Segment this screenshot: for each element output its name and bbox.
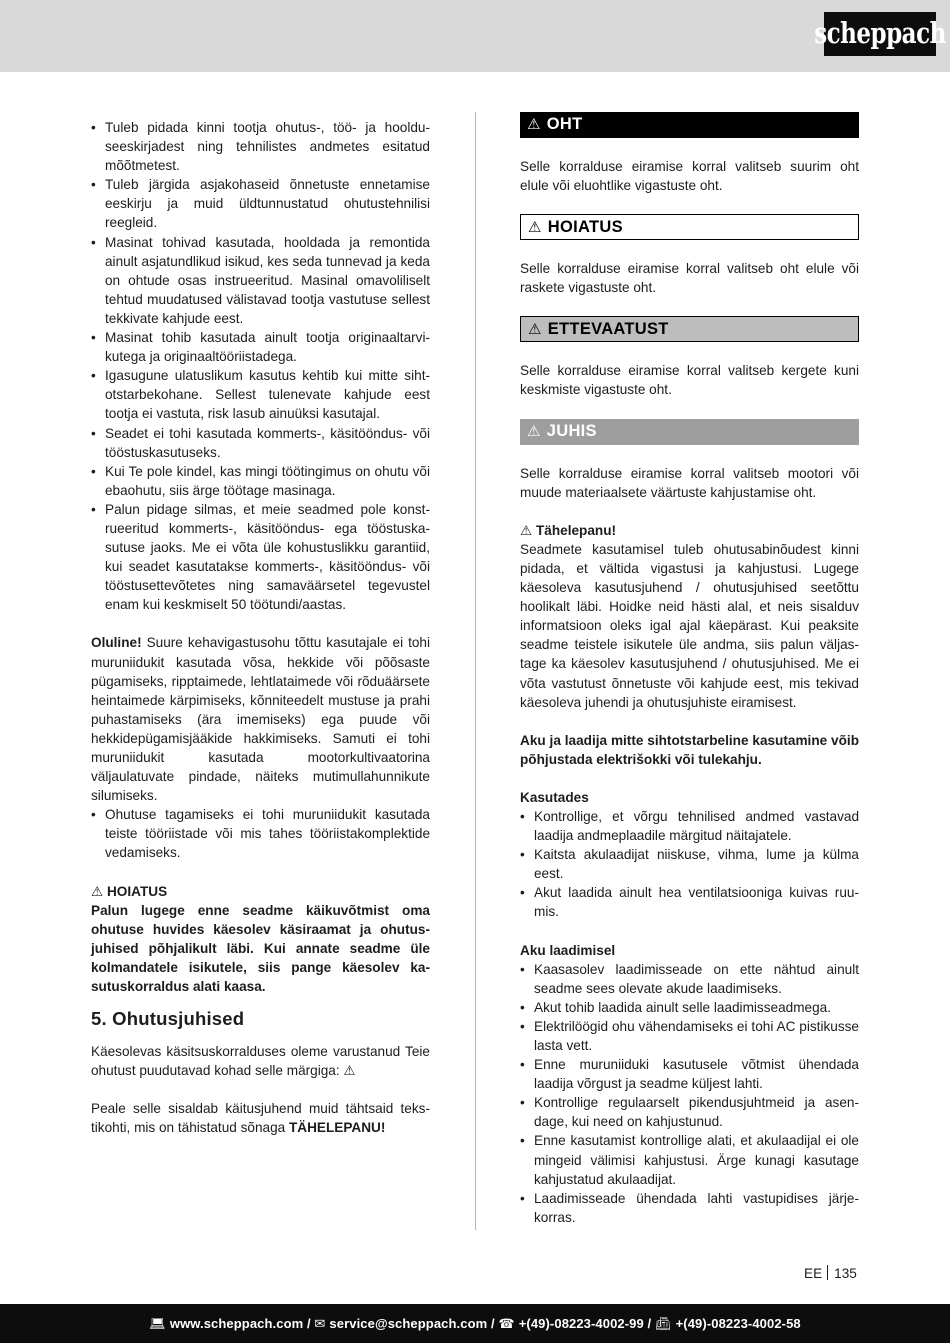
column-divider (475, 112, 476, 1230)
attention-heading: ⚠ Tähelepanu! (520, 522, 617, 538)
list-item: • Tuleb pidada kinni tootja ohutus-, töö- ja hoolduseeskirjadest ning tehnilistes andmetes esitatud mõõtmetest. (91, 118, 430, 175)
warning-icon: ⚠ (528, 320, 542, 338)
warning-icon: ⚠ (520, 522, 533, 538)
phone-icon: ☎︎ (498, 1315, 515, 1331)
list-item: • Masinat tohivad kasutada, hooldada ja remontida ainult asjatundlikud isikud, kes seda tunnevad ja keda on ohtude osas instrueeritud. Masinal omavoliliselt tehtud muudatused välistavad tootja vastutuse sellest tekkivate kahjude eest. (91, 233, 430, 328)
notice-box: ⚠ JUHIS (520, 419, 859, 445)
warning-icon: ⚠ (91, 883, 104, 899)
charging-heading: Aku laadimisel (520, 942, 616, 958)
list-item: • Igasugune ulatuslikum kasutus kehtib kui mitte sihtotstarbekohane. Sellest tulenevate kahjude eest tootja ei vastuta, risk lasub ainuüksi kasutajal. (91, 366, 430, 423)
envelope-icon: ✉︎ (314, 1315, 326, 1331)
warning-heading: ⚠ HOIATUS (91, 883, 168, 899)
warning-box-text: Selle korralduse eiramise korral valitseb oht elule või raskete vigastuste oht. (520, 261, 859, 296)
attention-text: Seadmete kasutamisel tuleb ohutusabinõudest kinni pidada, et vältida vigastusi ja kahjustusi. Lugege käesoleva kasutusjuhend / ohutusjuhised seetõttu hoolikalt läbi. Hoidke neid hästi alal, et neis sisalduv informatsioon oleks igal ajal käepärast. Kui peaksite seadme teistele isikutele üle andma, siis palun väljastage ka käesolev kasutusjuhend / ohutusjuhised. Me ei võta vastutust õnnetuste või kahjude eest, mis tekivad käesoleva juhendi ja ohutusjuhiste eiramisest. (520, 541, 859, 710)
list-item: • Kui Te pole kindel, kas mingi töötingimus on ohutu või ebaohutu, siis ärge töötage masinaga. (91, 462, 430, 500)
list-item: • Kaitsta akulaadijat niiskuse, vihma, lume ja külma eest. (520, 845, 859, 883)
caution-box: ⚠ ETTEVAATUST (520, 316, 859, 342)
warning-text: Palun lugege enne seadme käikuvõtmist oma ohutuse huvides käesolev käsiraamat ja ohutusjuhised põhjalikult läbi. Kui annate seadme üle kolmandatele isikutele, siis pange käesolev kasutuskorraldus alati kaasa. (91, 902, 430, 995)
warning-icon: ⚠ (528, 218, 542, 236)
list-item: • Laadimisseade ühendada lahti vastupidises järjekorras. (520, 1189, 859, 1227)
caution-text: Selle korralduse eiramise korral valitseb kergete kuni keskmiste vigastuste oht. (520, 363, 859, 398)
warning-box: ⚠ HOIATUS (520, 214, 859, 240)
warning-icon: ⚠ (527, 116, 541, 134)
list-item: • Tuleb järgida asjakohaseid õnnetuste ennetamise eeskirju ja muid üldtunnustatud ohutustehnilisi reegleid. (91, 175, 430, 232)
list-item: • Elektrilöögid ohu vähendamiseks ei tohi AC pistikusse lasta vett. (520, 1017, 859, 1055)
danger-text: Selle korralduse eiramise korral valitseb suurim oht elule või eluohtlike vigastuste oht. (520, 159, 859, 194)
section-paragraph-1: Käesolevas käsitsuskorralduses oleme varustanud Teie ohutust puudutavad kohad selle märgiga: ⚠ (91, 1044, 430, 1079)
battery-charger-statement: Aku ja laadija mitte sihtotstarbeline kasutamine võib põhjustada elektrišokki või tulekahju. (520, 732, 859, 767)
computer-icon: 💻︎ (149, 1315, 166, 1331)
list-item: • Palun pidage silmas, et meie seadmed pole konstrueeritud kommerts-, käsitööndus- ega tööstuskasutuse jaoks. Me ei võta üle kohustuslikku garantiid, kui seadet kasutatakse kommerts-, käsitööndus- või tööstusettevõtetes ning samaväärsetel tegevustel enam kui keskmiselt 50 töötundi/aastas. (91, 500, 430, 615)
important-label: Oluline! (91, 635, 142, 651)
list-item: • Enne muruniiduki kasutusele võtmist ühendada laadija võrgust ja seadme küljest lahti. (520, 1055, 859, 1093)
list-item: • Kontrollige, et võrgu tehnilised andmed vastavad laadija andmeplaadile märgitud näitajatele. (520, 807, 859, 845)
section-title: 5. Ohutusjuhised (91, 1008, 245, 1030)
using-heading: Kasutades (520, 789, 589, 805)
footer-website: www.scheppach.com / (169, 1315, 311, 1331)
page-number: EE 135 (804, 1266, 857, 1281)
notice-text: Selle korralduse eiramise korral valitseb mootori või muude materiaalsete väärtuste kahjustamise oht. (520, 465, 859, 500)
section-paragraph-2: Peale selle sisaldab käitusjuhend muid tähtsaid tekstikohti, mis on tähistatud sõnaga TÄHELEPANU! (91, 1101, 430, 1136)
list-item: • Seadet ei tohi kasutada kommerts-, käsitööndus- või tööstuskasutuseks. (91, 424, 430, 462)
list-item: • Masinat tohib kasutada ainult tootja originaaltarvikutega ja originaaltööriistadega. (91, 328, 430, 366)
left-column (91, 118, 430, 1138)
using-bullet-list (520, 807, 859, 922)
header-bar (0, 0, 950, 72)
list-item: • Kontrollige regulaarselt pikendusjuhtmeid ja asendage, kui need on kahjustunud. (520, 1093, 859, 1131)
footer-contact-bar (0, 1304, 950, 1343)
important-paragraph (91, 633, 430, 805)
warning-icon: ⚠ (527, 423, 541, 441)
list-item: • Akut tohib laadida ainult selle laadimisseadmega. (520, 998, 859, 1017)
list-item: • Enne kasutamist kontrollige alati, et akulaadijal ei ole mingeid välimisi kahjustusi. Ärge kunagi kasutage kahjustatud akulaadijat. (520, 1131, 859, 1188)
safety-bullet-list (91, 118, 430, 614)
right-column (520, 112, 859, 1227)
list-item: • Ohutuse tagamiseks ei tohi muruniidukit kasutada teiste tööriistade või mis tahes tööriistakomplektide vedamiseks. (91, 805, 430, 862)
list-item: • Kaasasolev laadimisseade on ette nähtud ainult seadme sees olevate akude laadimiseks. (520, 960, 859, 998)
footer-fax: +(49)-08223-4002-58 (675, 1315, 801, 1331)
important-text: Suure kehavigastusohu tõttu kasutajale ei tohi muruniidukit kasutada võsa, hekkide või põõsaste pügamiseks, ripptaimede, lehtlataimede või rõduäärsete heintaimede kärpimiseks, kõnniteedelt mustuse ja prahi puhastamiseks (ära imemiseks) ega puude või hekkidepügamisjääkide hakkimiseks. Samuti ei tohi muruniidukit kasutada mootorkultivaatorina väljaulatuvate pindade, näiteks mutimullahunnikute silumiseks. (91, 635, 430, 804)
fax-icon: 📠︎ (655, 1315, 672, 1331)
scheppach-logo: scheppach (824, 12, 936, 56)
charging-bullet-list (520, 960, 859, 1227)
footer-phone: +(49)-08223-4002-99 / (518, 1315, 652, 1331)
danger-box: ⚠ OHT (520, 112, 859, 138)
list-item: • Akut laadida ainult hea ventilatsiooniga kuivas ruumis. (520, 883, 859, 921)
footer-email: service@scheppach.com / (329, 1315, 495, 1331)
important-bullet-list (91, 805, 430, 862)
